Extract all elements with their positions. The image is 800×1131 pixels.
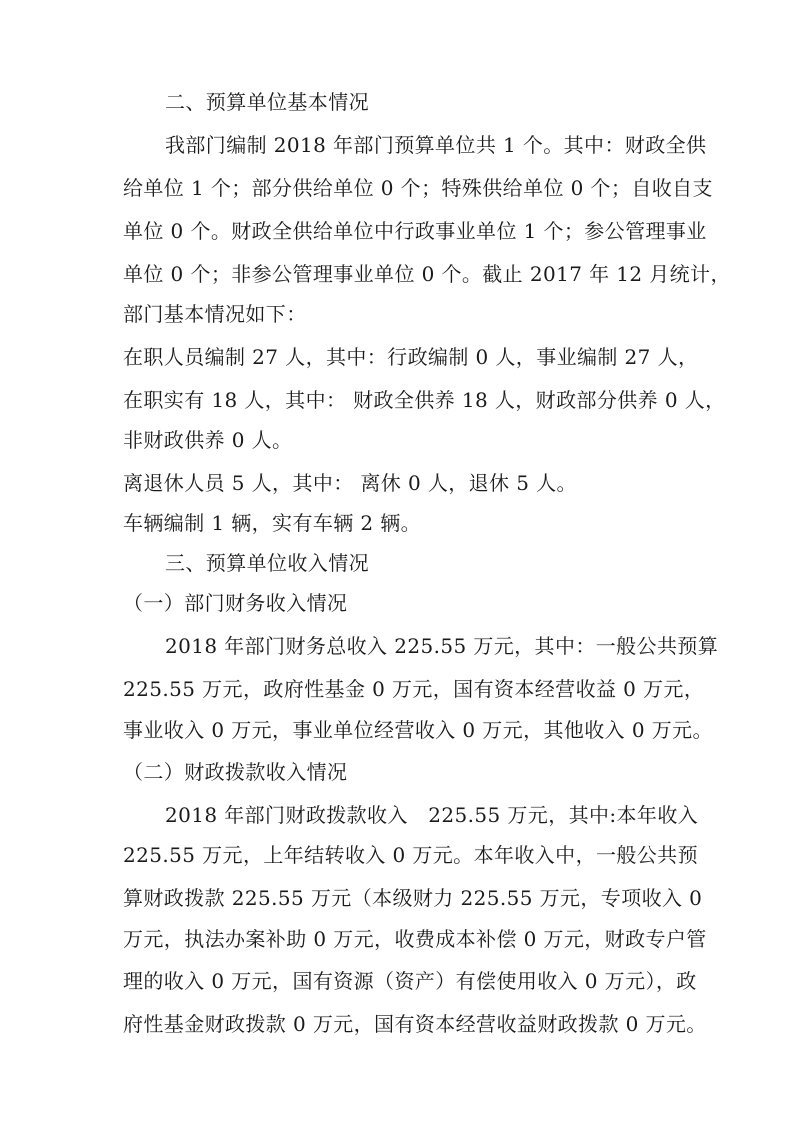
paragraph-line: 2018 年部门财政拨款收入 225.55 万元，其中:本年收入 — [165, 803, 699, 827]
paragraph-line: 府性基金财政拨款 0 万元，国有资本经营收益财政拨款 0 万元。 — [123, 1012, 707, 1036]
paragraph-line: 2018 年部门财务总收入 225.55 万元，其中：一般公共预算 — [165, 634, 719, 658]
paragraph-line: 万元，执法办案补助 0 万元，收费成本补偿 0 万元，财政专户管 — [123, 927, 707, 951]
section-2-heading: 二、预算单位基本情况 — [165, 90, 369, 114]
paragraph-line: 225.55 万元，上年结转收入 0 万元。本年收入中，一般公共预 — [123, 843, 698, 867]
subsection-2-heading: （二）财政拨款收入情况 — [123, 760, 348, 784]
paragraph-line: 我部门编制 2018 年部门预算单位共 1 个。其中：财政全供 — [165, 133, 707, 157]
section-3-heading: 三、预算单位收入情况 — [165, 551, 369, 575]
paragraph-line: 给单位 1 个；部分供给单位 0 个；特殊供给单位 0 个；自收自支 — [123, 176, 713, 200]
paragraph-line: 事业收入 0 万元，事业单位经营收入 0 万元，其他收入 0 万元。 — [123, 718, 713, 742]
retired-line: 离退休人员 5 人，其中： 离休 0 人，退休 5 人。 — [123, 471, 577, 495]
vehicle-line: 车辆编制 1 辆，实有车辆 2 辆。 — [123, 511, 422, 535]
paragraph-line: 理的收入 0 万元，国有资源（资产）有偿使用收入 0 万元），政 — [123, 969, 697, 993]
staff-line: 在职人员编制 27 人，其中：行政编制 0 人，事业编制 27 人， — [123, 345, 699, 369]
staff-line: 在职实有 18 人，其中： 财政全供养 18 人，财政部分供养 0 人， — [123, 388, 726, 412]
staff-line: 非财政供养 0 人。 — [123, 428, 293, 452]
paragraph-line: 部门基本情况如下： — [123, 302, 307, 326]
subsection-1-heading: （一）部门财务收入情况 — [123, 591, 348, 615]
paragraph-line: 算财政拨款 225.55 万元（本级财力 225.55 万元，专项收入 0 — [123, 886, 703, 910]
paragraph-line: 单位 0 个；非参公管理事业单位 0 个。截止 2017 年 12 月统计， — [123, 262, 731, 286]
paragraph-line: 单位 0 个。财政全供给单位中行政事业单位 1 个；参公管理事业 — [123, 219, 707, 243]
paragraph-line: 225.55 万元，政府性基金 0 万元，国有资本经营收益 0 万元， — [123, 677, 705, 701]
